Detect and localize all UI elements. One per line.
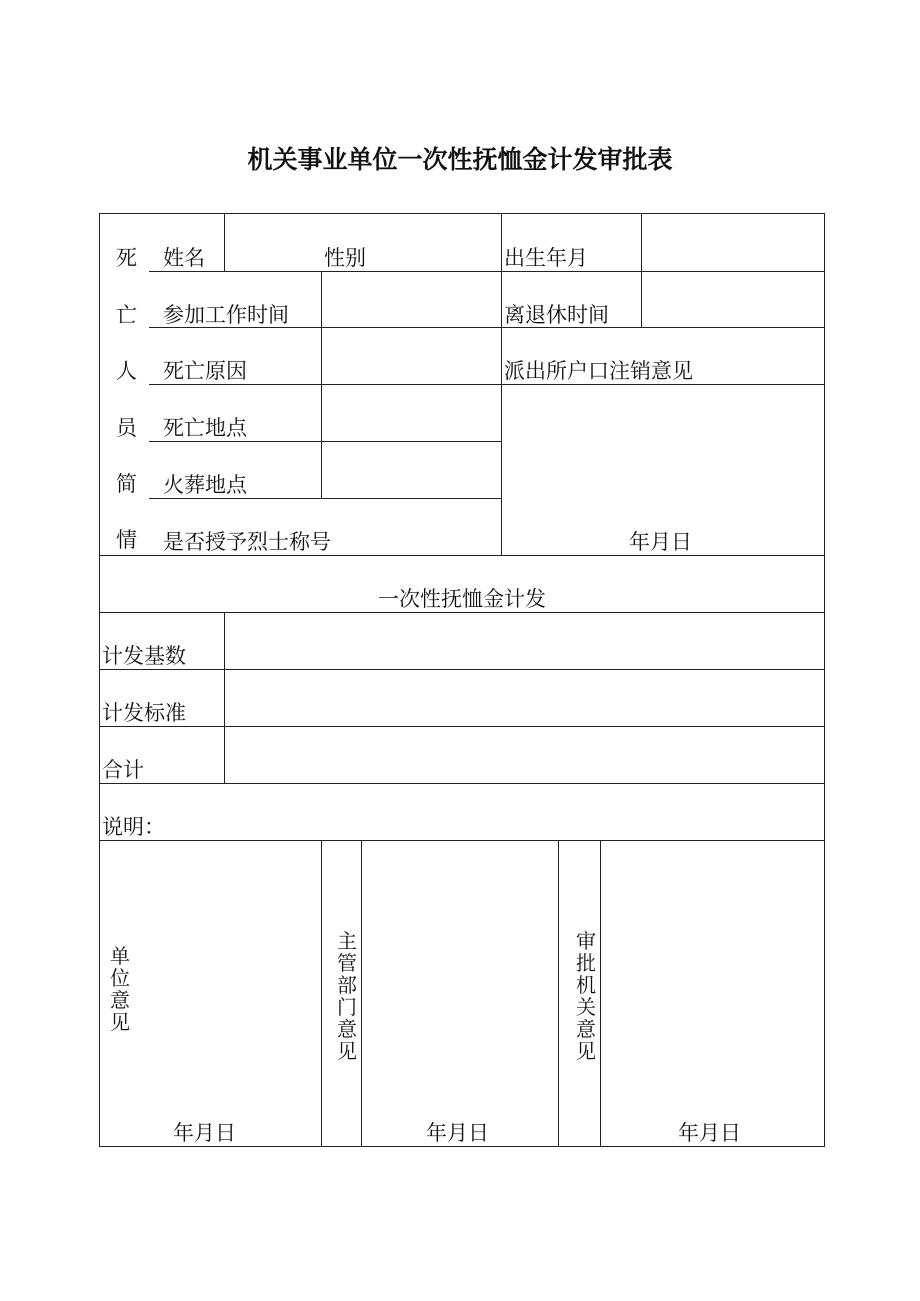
work-start-label: 参加工作时间 — [163, 303, 289, 327]
approval-date: 年月日 — [678, 1121, 741, 1145]
row-line — [149, 271, 825, 272]
col-line — [641, 213, 642, 327]
side-label-char: 人 — [116, 359, 137, 383]
martyr-label: 是否授予烈士称号 — [163, 530, 331, 554]
approval-opinion-label: 审批机关意见 — [576, 929, 596, 1063]
table-border-bottom — [99, 1146, 825, 1147]
authority-date: 年月日 — [426, 1121, 489, 1145]
row-line — [99, 612, 825, 613]
standard-label: 计发标准 — [102, 701, 186, 725]
payment-header: 一次性抚恤金计发 — [378, 587, 546, 611]
unit-date: 年月日 — [173, 1121, 236, 1145]
side-label-char: 死 — [116, 246, 137, 270]
police-date: 年月日 — [629, 530, 692, 554]
total-label: 合计 — [102, 758, 144, 782]
death-place-label: 死亡地点 — [163, 416, 247, 440]
row-line — [99, 726, 825, 727]
col-line — [501, 213, 502, 555]
birth-label: 出生年月 — [504, 246, 588, 270]
note-label: 说明： — [102, 815, 165, 839]
base-label: 计发基数 — [102, 644, 186, 668]
row-line — [149, 384, 825, 385]
row-line — [99, 840, 825, 841]
side-label-char: 简 — [116, 472, 137, 496]
row-line — [99, 783, 825, 784]
row-line — [149, 327, 825, 328]
col-line — [600, 840, 601, 1146]
police-opinion-label: 派出所户口注销意见 — [504, 359, 693, 383]
cremation-place-label: 火葬地点 — [163, 473, 247, 497]
table-border-left — [99, 213, 100, 1147]
authority-opinion-label: 主管部门意见 — [337, 929, 357, 1063]
row-line — [99, 669, 825, 670]
name-label: 姓名 — [163, 246, 205, 270]
col-line — [224, 213, 225, 271]
col-line — [321, 840, 322, 1146]
unit-opinion-label: 单位意见 — [110, 944, 130, 1034]
row-line — [149, 441, 502, 442]
side-label-char: 员 — [116, 416, 137, 440]
form-title: 机关事业单位一次性抚恤金计发审批表 — [247, 145, 673, 174]
gender-label: 性别 — [324, 246, 366, 270]
side-label-char: 亡 — [116, 303, 137, 327]
retire-label: 离退休时间 — [504, 303, 609, 327]
side-label-char: 情 — [116, 528, 137, 552]
table-border-right — [824, 213, 825, 1147]
table-border-top — [99, 213, 825, 214]
col-line — [321, 271, 322, 498]
col-line — [361, 840, 362, 1146]
row-line — [149, 498, 502, 499]
row-line — [99, 555, 825, 556]
col-line — [224, 612, 225, 783]
death-cause-label: 死亡原因 — [163, 359, 247, 383]
col-line — [558, 840, 559, 1146]
